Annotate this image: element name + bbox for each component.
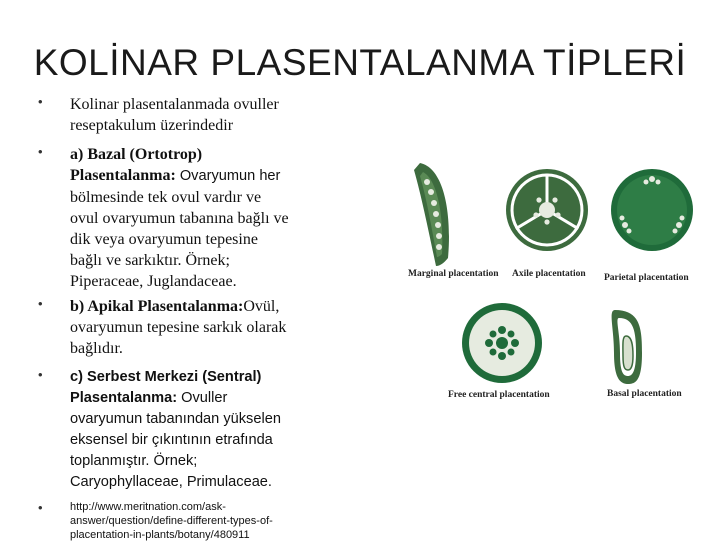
text-line: bağlı ve sarkıktır. Örnek; <box>70 252 230 269</box>
text-run: Ovül, <box>243 298 280 315</box>
text-line: bölmesinde tek ovul vardır ve <box>70 189 262 206</box>
text-line: answer/question/define-different-types-of- <box>70 515 273 527</box>
text-line: bağlıdır. <box>70 340 123 357</box>
text-line: ovul ovaryumun tabanına bağlı ve <box>70 210 289 227</box>
text-run: Ovaryumun her <box>175 168 281 184</box>
text-line: ovaryumun tepesine sarkık olarak <box>70 319 287 336</box>
basal-ovary-illustration <box>612 310 642 384</box>
text-line <box>70 144 322 165</box>
bold-heading: b) Apikal Plasentalanma: <box>70 298 244 315</box>
text-line: dik veya ovaryumun tepesine <box>70 231 258 248</box>
placentation-figure <box>400 158 710 408</box>
text-run: Ovuller <box>177 390 228 406</box>
bullet-text <box>70 144 322 292</box>
text-line: placentation-in-plants/botany/480911 <box>70 529 250 541</box>
text-line <box>70 388 322 409</box>
bullet-marker: • <box>38 94 43 109</box>
bold-heading: a) Bazal (Ortotrop) <box>70 146 203 163</box>
text-line: toplanmıştır. Örnek; <box>70 453 198 469</box>
text-line: ovaryumun tabanından yükselen <box>70 411 281 427</box>
text-line: reseptakulum üzerindedir <box>70 117 234 134</box>
bullet-marker: • <box>38 144 43 159</box>
bold-term: Plasentalanma: <box>70 167 176 184</box>
parietal-ovary-illustration <box>611 169 693 251</box>
source-link[interactable] <box>70 500 322 542</box>
bullet-marker: • <box>38 367 43 382</box>
caption-axile: Axile placentation <box>512 269 586 279</box>
text-line <box>70 165 322 187</box>
bullet-text <box>70 367 322 493</box>
caption-parietal: Parietal placentation <box>604 273 689 283</box>
caption-marginal: Marginal placentation <box>408 269 499 279</box>
bold-heading: c) Serbest Merkezi (Sentral) <box>70 369 262 385</box>
bullet-marker: • <box>38 296 43 311</box>
caption-free-central: Free central placentation <box>448 390 550 400</box>
text-line: Kolinar plasentalanmada ovuller <box>70 96 279 113</box>
text-line <box>70 296 322 317</box>
bullet-marker: • <box>38 500 43 515</box>
free-central-ovary-illustration <box>462 303 542 383</box>
bullet-text <box>70 296 322 359</box>
text-line: Piperaceae, Juglandaceae. <box>70 273 237 290</box>
axile-ovary-illustration <box>506 169 588 251</box>
bold-term: Plasentalanma: <box>70 390 178 406</box>
text-line <box>70 367 322 388</box>
slide-title: KOLİNAR PLASENTALANMA TİPLERİ <box>33 42 687 83</box>
marginal-pod-illustration <box>414 163 449 266</box>
bullet-text <box>70 94 322 136</box>
placentation-illustration <box>400 158 710 408</box>
text-line: eksensel bir çıkıntının etrafında <box>70 432 273 448</box>
caption-basal: Basal placentation <box>607 389 682 399</box>
text-line: Caryophyllaceae, Primulaceae. <box>70 474 272 490</box>
text-line: http://www.meritnation.com/ask- <box>70 501 226 513</box>
